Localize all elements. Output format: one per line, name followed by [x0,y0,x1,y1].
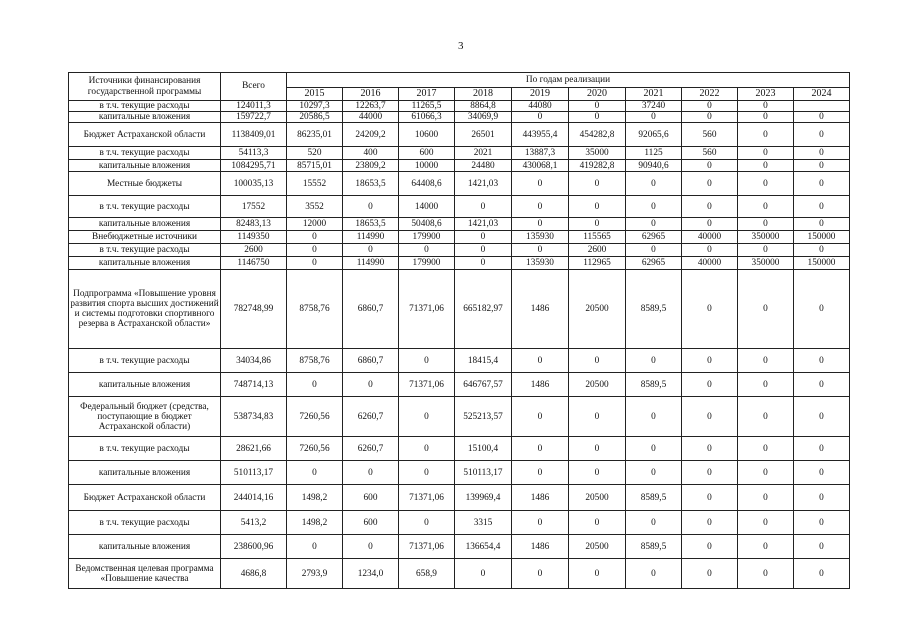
header-year: 2023 [738,88,794,101]
header-year: 2022 [682,88,738,101]
row-label: капитальные вложения [69,218,221,231]
table-row [69,172,850,196]
table-row [69,349,850,373]
cell-value: 135930 [512,231,569,244]
cell-value: 0 [738,535,794,559]
cell-value: 350000 [738,231,794,244]
cell-total: 5413,2 [221,511,287,535]
cell-value: 0 [343,373,399,397]
cell-value: 0 [682,270,738,349]
row-label: Федеральный бюджет (средства, поступающие в бюджет Астраханской области) [69,397,221,437]
cell-value: 525213,57 [455,397,512,437]
cell-value: 6860,7 [343,349,399,373]
row-label: капитальные вложения [69,461,221,485]
cell-value: 0 [569,172,626,196]
cell-value: 0 [512,112,569,123]
cell-value: 0 [287,535,343,559]
cell-value: 0 [794,559,850,589]
cell-value: 400 [343,147,399,160]
cell-value: 23809,2 [343,160,399,172]
cell-value: 0 [682,535,738,559]
cell-value: 0 [738,397,794,437]
table-row [69,147,850,160]
cell-value: 20586,5 [287,112,343,123]
cell-value: 0 [569,101,626,112]
header-year: 2019 [512,88,569,101]
cell-value: 26501 [455,123,512,147]
cell-value: 0 [455,196,512,218]
row-label: капитальные вложения [69,257,221,270]
cell-value: 2600 [569,244,626,257]
cell-value: 10297,3 [287,101,343,112]
cell-value: 0 [399,511,455,535]
cell-value: 0 [626,196,682,218]
cell-value: 150000 [794,231,850,244]
cell-value: 15100,4 [455,437,512,461]
cell-value: 11265,5 [399,101,455,112]
cell-value: 0 [682,511,738,535]
cell-value: 0 [738,244,794,257]
cell-value: 0 [738,218,794,231]
cell-value [794,101,850,112]
cell-value: 0 [682,112,738,123]
cell-value: 20500 [569,270,626,349]
row-label: капитальные вложения [69,112,221,123]
cell-value: 510113,17 [455,461,512,485]
row-label: в т.ч. текущие расходы [69,147,221,160]
cell-value: 0 [512,397,569,437]
cell-value: 0 [738,160,794,172]
cell-value: 0 [569,461,626,485]
cell-value: 0 [626,511,682,535]
cell-value: 1125 [626,147,682,160]
cell-value: 430068,1 [512,160,569,172]
cell-total: 17552 [221,196,287,218]
cell-value: 0 [794,160,850,172]
cell-value: 0 [399,397,455,437]
cell-value: 0 [682,461,738,485]
cell-value: 0 [343,461,399,485]
cell-value: 10000 [399,160,455,172]
cell-value: 1498,2 [287,485,343,511]
table-row [69,461,850,485]
cell-value: 0 [794,397,850,437]
cell-value: 454282,8 [569,123,626,147]
cell-value: 0 [512,461,569,485]
cell-value: 600 [343,511,399,535]
cell-value: 92065,6 [626,123,682,147]
cell-total: 54113,3 [221,147,287,160]
financing-table [68,72,850,589]
cell-value: 600 [399,147,455,160]
cell-value: 86235,01 [287,123,343,147]
cell-value: 20500 [569,373,626,397]
row-label: Бюджет Астраханской области [69,485,221,511]
cell-value: 0 [626,461,682,485]
cell-value: 0 [512,218,569,231]
cell-value: 44080 [512,101,569,112]
row-label: Подпрограмма «Повышение уровня развития спорта высших достижений и системы подготовки спортивного резерва в Астраханской области» [69,270,221,349]
cell-value: 8758,76 [287,349,343,373]
cell-value: 90940,6 [626,160,682,172]
cell-value: 0 [738,373,794,397]
cell-value: 350000 [738,257,794,270]
cell-value: 62965 [626,257,682,270]
row-label: капитальные вложения [69,160,221,172]
table-row [69,511,850,535]
cell-value: 20500 [569,485,626,511]
table-row [69,270,850,349]
cell-value: 139969,4 [455,485,512,511]
cell-value: 0 [794,437,850,461]
cell-value: 10600 [399,123,455,147]
cell-value: 0 [738,349,794,373]
cell-value: 0 [682,437,738,461]
cell-value: 0 [569,112,626,123]
cell-value: 0 [682,244,738,257]
cell-value: 8589,5 [626,373,682,397]
row-label: в т.ч. текущие расходы [69,511,221,535]
cell-value: 8758,76 [287,270,343,349]
cell-value: 0 [626,218,682,231]
cell-total: 1138409,01 [221,123,287,147]
header-year: 2020 [569,88,626,101]
cell-value: 0 [682,373,738,397]
cell-value: 14000 [399,196,455,218]
cell-value: 6260,7 [343,397,399,437]
cell-value: 3552 [287,196,343,218]
cell-total: 238600,96 [221,535,287,559]
cell-total: 28621,66 [221,437,287,461]
cell-value: 0 [626,437,682,461]
cell-value: 0 [287,373,343,397]
cell-value: 0 [682,172,738,196]
cell-value: 0 [738,101,794,112]
cell-value: 18415,4 [455,349,512,373]
header-year: 2018 [455,88,512,101]
cell-value: 0 [794,123,850,147]
cell-value: 0 [512,172,569,196]
cell-value: 0 [738,112,794,123]
cell-value: 0 [399,461,455,485]
cell-value: 18653,5 [343,172,399,196]
cell-value: 0 [399,244,455,257]
cell-value: 7260,56 [287,437,343,461]
cell-value: 0 [794,373,850,397]
cell-value: 24480 [455,160,512,172]
cell-value: 0 [512,511,569,535]
row-label: Ведомственная целевая программа «Повышение качества [69,559,221,589]
table-row [69,160,850,172]
cell-value: 2021 [455,147,512,160]
cell-value: 0 [682,559,738,589]
cell-value: 0 [626,112,682,123]
cell-value: 179900 [399,231,455,244]
cell-value: 0 [794,244,850,257]
cell-value: 0 [682,218,738,231]
cell-value: 115565 [569,231,626,244]
header-year: 2016 [343,88,399,101]
cell-value: 8589,5 [626,485,682,511]
cell-value: 112965 [569,257,626,270]
table-row [69,373,850,397]
header-year: 2024 [794,88,850,101]
cell-value: 24209,2 [343,123,399,147]
cell-value: 40000 [682,257,738,270]
cell-value: 0 [626,244,682,257]
cell-value: 0 [512,559,569,589]
cell-value: 0 [682,196,738,218]
cell-value: 0 [399,437,455,461]
cell-value: 62965 [626,231,682,244]
cell-value: 50408,6 [399,218,455,231]
cell-value: 7260,56 [287,397,343,437]
cell-total: 1084295,71 [221,160,287,172]
cell-value: 0 [569,559,626,589]
cell-value: 0 [738,147,794,160]
cell-value: 1486 [512,373,569,397]
cell-value: 0 [794,270,850,349]
cell-total: 2600 [221,244,287,257]
cell-value: 0 [626,559,682,589]
cell-value: 114990 [343,257,399,270]
cell-total: 748714,13 [221,373,287,397]
row-label: капитальные вложения [69,535,221,559]
cell-value: 1498,2 [287,511,343,535]
cell-value: 0 [569,397,626,437]
cell-value: 34069,9 [455,112,512,123]
cell-value: 2793,9 [287,559,343,589]
cell-value: 0 [794,461,850,485]
table-row [69,535,850,559]
table-body [69,101,850,589]
cell-value: 3315 [455,511,512,535]
table-row [69,244,850,257]
cell-value: 0 [455,559,512,589]
cell-value: 0 [794,349,850,373]
cell-value: 0 [738,461,794,485]
cell-value: 0 [794,485,850,511]
cell-value: 560 [682,123,738,147]
row-label: Внебюджетные источники [69,231,221,244]
cell-value: 0 [738,270,794,349]
row-label: в т.ч. текущие расходы [69,101,221,112]
cell-value: 0 [738,437,794,461]
table-row [69,123,850,147]
cell-value: 15552 [287,172,343,196]
cell-value: 0 [794,196,850,218]
cell-value: 0 [682,349,738,373]
cell-value: 0 [569,196,626,218]
cell-value: 135930 [512,257,569,270]
cell-value: 0 [287,231,343,244]
cell-value: 1486 [512,485,569,511]
cell-value: 18653,5 [343,218,399,231]
row-label: в т.ч. текущие расходы [69,437,221,461]
cell-value: 520 [287,147,343,160]
header-total: Всего [221,73,287,101]
cell-value: 0 [682,101,738,112]
row-label: Местные бюджеты [69,172,221,196]
cell-value: 61066,3 [399,112,455,123]
cell-total: 100035,13 [221,172,287,196]
cell-value: 0 [512,244,569,257]
cell-total: 159722,7 [221,112,287,123]
row-label: капитальные вложения [69,373,221,397]
cell-value: 1421,03 [455,218,512,231]
cell-value: 20500 [569,535,626,559]
cell-value: 1486 [512,270,569,349]
cell-value: 646767,57 [455,373,512,397]
cell-total: 782748,99 [221,270,287,349]
cell-value: 8589,5 [626,270,682,349]
cell-total: 510113,17 [221,461,287,485]
cell-value: 71371,06 [399,535,455,559]
cell-total: 1149350 [221,231,287,244]
row-label: Бюджет Астраханской области [69,123,221,147]
cell-value: 12000 [287,218,343,231]
cell-value: 0 [794,218,850,231]
cell-total: 82483,13 [221,218,287,231]
cell-value: 71371,06 [399,270,455,349]
table-row [69,437,850,461]
cell-total: 244014,16 [221,485,287,511]
table-row [69,397,850,437]
cell-value: 0 [682,160,738,172]
cell-total: 538734,83 [221,397,287,437]
cell-value: 0 [794,112,850,123]
cell-value: 0 [569,349,626,373]
cell-value: 13887,3 [512,147,569,160]
cell-value: 0 [794,172,850,196]
cell-value: 600 [343,485,399,511]
cell-total: 34034,86 [221,349,287,373]
cell-value: 560 [682,147,738,160]
row-label: в т.ч. текущие расходы [69,349,221,373]
header-years-group: По годам реализации [287,73,850,88]
cell-value: 0 [794,535,850,559]
cell-value: 150000 [794,257,850,270]
cell-value: 0 [455,257,512,270]
cell-value: 0 [343,196,399,218]
cell-value: 1234,0 [343,559,399,589]
cell-value: 0 [569,437,626,461]
cell-value: 0 [512,437,569,461]
cell-value: 0 [738,485,794,511]
cell-value: 0 [569,218,626,231]
cell-total: 1146750 [221,257,287,270]
cell-value: 1421,03 [455,172,512,196]
cell-value: 12263,7 [343,101,399,112]
cell-value: 0 [455,231,512,244]
table-row [69,196,850,218]
cell-value: 0 [626,172,682,196]
table-row [69,485,850,511]
cell-value: 64408,6 [399,172,455,196]
cell-value: 0 [399,349,455,373]
cell-value: 665182,97 [455,270,512,349]
page-number: 3 [458,40,464,52]
cell-value: 0 [626,349,682,373]
table-row [69,231,850,244]
cell-value: 0 [287,461,343,485]
cell-value: 0 [287,257,343,270]
row-label: в т.ч. текущие расходы [69,196,221,218]
row-label: в т.ч. текущие расходы [69,244,221,257]
cell-value: 179900 [399,257,455,270]
cell-value: 0 [738,511,794,535]
cell-value: 8864,8 [455,101,512,112]
cell-value: 0 [626,397,682,437]
cell-value: 44000 [343,112,399,123]
cell-value: 0 [738,559,794,589]
cell-value: 85715,01 [287,160,343,172]
cell-value: 0 [738,196,794,218]
cell-total: 124011,3 [221,101,287,112]
cell-value: 6860,7 [343,270,399,349]
table-row [69,101,850,112]
header-year: 2015 [287,88,343,101]
cell-value: 0 [794,147,850,160]
cell-total: 4686,8 [221,559,287,589]
table-row [69,218,850,231]
cell-value: 71371,06 [399,373,455,397]
cell-value: 71371,06 [399,485,455,511]
cell-value: 1486 [512,535,569,559]
cell-value: 0 [569,511,626,535]
header-year: 2021 [626,88,682,101]
cell-value: 0 [455,244,512,257]
cell-value: 443955,4 [512,123,569,147]
header-source: Источники финансирования государственной программы [69,73,221,101]
table-row [69,112,850,123]
cell-value: 419282,8 [569,160,626,172]
cell-value: 0 [738,172,794,196]
cell-value: 0 [794,511,850,535]
cell-value: 37240 [626,101,682,112]
header-year: 2017 [399,88,455,101]
cell-value: 0 [287,244,343,257]
cell-value: 0 [343,244,399,257]
cell-value: 35000 [569,147,626,160]
cell-value: 0 [738,123,794,147]
cell-value: 658,9 [399,559,455,589]
cell-value: 0 [512,196,569,218]
cell-value: 0 [343,535,399,559]
cell-value: 6260,7 [343,437,399,461]
cell-value: 8589,5 [626,535,682,559]
cell-value: 0 [682,397,738,437]
cell-value: 136654,4 [455,535,512,559]
cell-value: 0 [512,349,569,373]
table-row [69,257,850,270]
cell-value: 40000 [682,231,738,244]
table-row [69,559,850,589]
cell-value: 114990 [343,231,399,244]
cell-value: 0 [682,485,738,511]
